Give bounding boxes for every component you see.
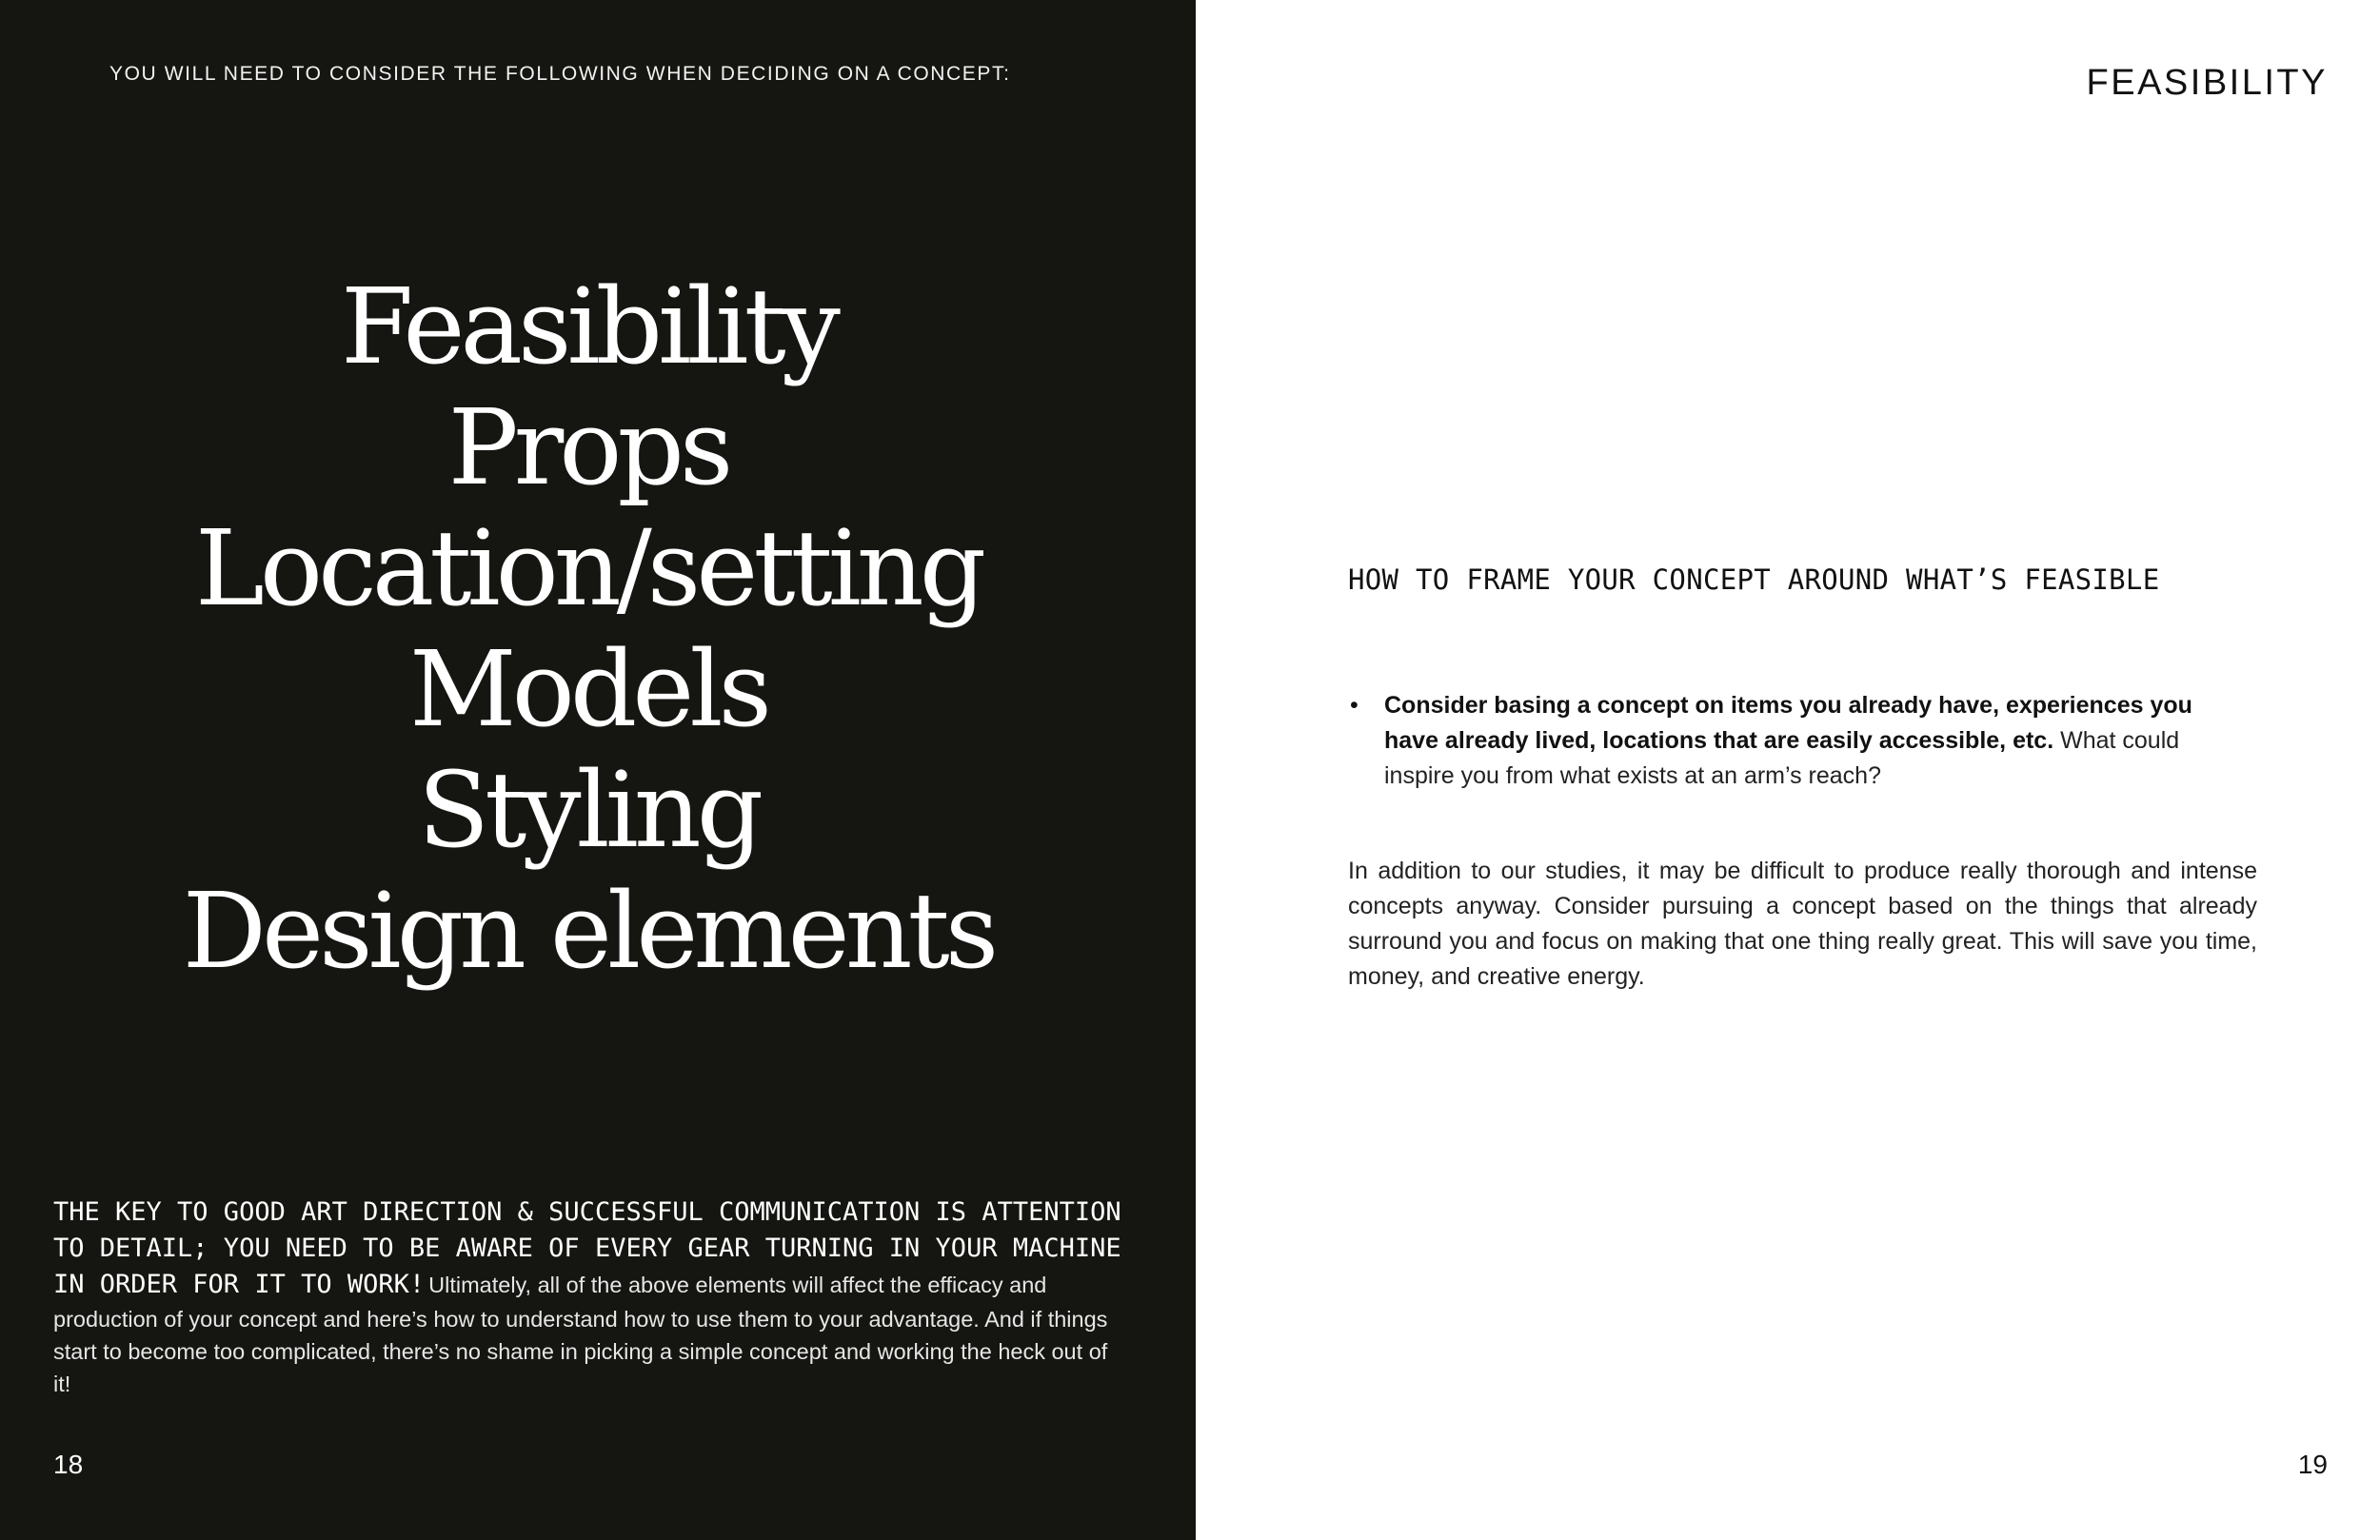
right-page: [1196, 0, 2380, 1540]
bullet-regular-text: What could inspire you from what exists at an arm’s reach?: [1384, 727, 2180, 789]
list-item: [1348, 688, 2252, 794]
bullet-bold-text: Consider basing a concept on items you already have, experiences you have already lived, locations that are easily accessible, etc.: [1384, 692, 2192, 754]
topic-models: Models: [408, 628, 767, 750]
page-number-right: 19: [2297, 1450, 2328, 1479]
concept-topics-list: [0, 267, 1177, 992]
page-number-left: 18: [53, 1450, 84, 1479]
key-paragraph: [53, 1194, 1123, 1400]
section-heading: HOW TO FRAME YOUR CONCEPT AROUND WHAT’S FEASIBLE: [1348, 563, 2160, 596]
topic-design-elements: Design elements: [182, 870, 995, 992]
body-paragraph: In addition to our studies, it may be difficult to produce really thorough and intense concepts anyway. Consider pursuing a concept based on the things that already surround you and focus on making that one thing really great. This will save you time, money, and creative energy.: [1348, 858, 2257, 990]
left-page-heading: YOU WILL NEED TO CONSIDER THE FOLLOWING WHEN DECIDING ON A CONCEPT:: [109, 63, 1011, 85]
page-title: FEASIBILITY: [2086, 63, 2328, 103]
topic-location-setting: Location/setting: [194, 507, 982, 629]
topic-styling: Styling: [417, 749, 760, 871]
bullet-list: [1348, 688, 2252, 794]
topic-props: Props: [447, 386, 729, 508]
key-explanation: Ultimately, all of the above elements will affect the efficacy and production of your concept and here’s how to understand how to use them to your advantage. And if things start to become too complicated, there’s no shame in picking a simple concept and working the heck out of it!: [53, 1273, 1108, 1396]
bullet-dot-icon: •: [1350, 692, 1359, 719]
key-statement: THE KEY TO GOOD ART DIRECTION & SUCCESSFUL COMMUNICATION IS ATTENTION TO DETAIL; YOU NEED TO BE AWARE OF EVERY GEAR TURNING IN YOUR MACHINE IN ORDER FOR IT TO WORK!: [53, 1197, 1121, 1299]
topic-feasibility: Feasibility: [341, 266, 836, 387]
